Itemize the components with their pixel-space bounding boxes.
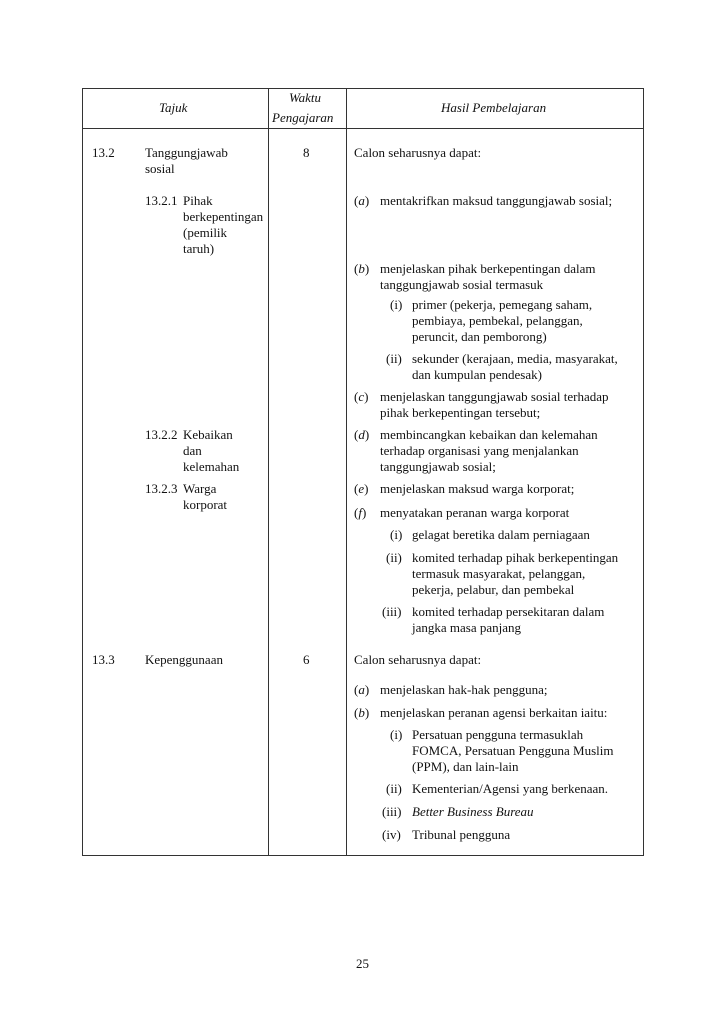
- sub-item-label: (i): [390, 297, 403, 312]
- sub-item-text: komited terhadap persekitaran dalam: [412, 604, 605, 619]
- outcome-label: (b): [354, 705, 370, 720]
- sub-item-text: pekerja, pelabur, dan pembekal: [412, 582, 575, 597]
- outcome-text: menjelaskan peranan agensi berkaitan iaitu:: [380, 705, 608, 720]
- header-waktu: Waktu: [289, 90, 322, 105]
- column-divider-1: [268, 88, 269, 856]
- subsection-title: (pemilik: [183, 225, 228, 240]
- sub-item-text: primer (pekerja, pemegang saham,: [412, 297, 593, 312]
- outcome-intro: Calon seharusnya dapat:: [354, 652, 482, 667]
- table-top-border: [82, 88, 644, 89]
- subsection-title: Pihak: [183, 193, 213, 208]
- outcome-text: menjelaskan pihak berkepentingan dalam: [380, 261, 596, 276]
- outcome-label: (a): [354, 682, 370, 697]
- sub-item-text: termasuk masyarakat, pelanggan,: [412, 566, 586, 581]
- subsection-title: taruh): [183, 241, 215, 256]
- subsection-number: 13.2.3: [145, 481, 178, 496]
- section-number: 13.2: [92, 145, 115, 160]
- outcome-text: menjelaskan hak-hak pengguna;: [380, 682, 548, 697]
- table-bottom-border: [82, 855, 644, 856]
- sub-item-label: (iii): [382, 604, 402, 619]
- subsection-number: 13.2.1: [145, 193, 178, 208]
- header-bottom-border: [82, 128, 644, 129]
- page-number: 25: [356, 956, 369, 971]
- subsection-title: korporat: [183, 497, 228, 512]
- section-title: Kepenggunaan: [145, 652, 223, 667]
- table-right-border: [643, 88, 644, 856]
- outcome-label: (c): [354, 389, 369, 404]
- header-pengajaran: Pengajaran: [272, 110, 334, 125]
- teaching-hours: 8: [303, 145, 310, 160]
- outcome-text: membincangkan kebaikan dan kelemahan: [380, 427, 598, 442]
- sub-item-text: Persatuan pengguna termasuklah: [412, 727, 584, 742]
- table-left-border: [82, 88, 83, 856]
- teaching-hours: 6: [303, 652, 310, 667]
- outcome-label: (d): [354, 427, 370, 442]
- subsection-number: 13.2.2: [145, 427, 178, 442]
- outcome-text: tanggungjawab sosial termasuk: [380, 277, 544, 292]
- sub-item-label: (i): [390, 527, 403, 542]
- sub-item-text: Better Business Bureau: [412, 804, 534, 819]
- outcome-label: (a): [354, 193, 370, 208]
- sub-item-label: (iv): [382, 827, 401, 842]
- outcome-text: menjelaskan maksud warga korporat;: [380, 481, 575, 496]
- sub-item-label: (ii): [386, 781, 402, 796]
- outcome-text: menyatakan peranan warga korporat: [380, 505, 570, 520]
- outcome-text: pihak berkepentingan tersebut;: [380, 405, 541, 420]
- sub-item-text: peruncit, dan pemborong): [412, 329, 547, 344]
- outcome-intro: Calon seharusnya dapat:: [354, 145, 482, 160]
- outcome-label: (f): [354, 505, 367, 520]
- subsection-title: kelemahan: [183, 459, 240, 474]
- sub-item-label: (i): [390, 727, 403, 742]
- sub-item-text: Tribunal pengguna: [412, 827, 511, 842]
- sub-item-label: (iii): [382, 804, 402, 819]
- subsection-title: dan: [183, 443, 202, 458]
- sub-item-text: FOMCA, Persatuan Pengguna Muslim: [412, 743, 614, 758]
- sub-item-text: komited terhadap pihak berkepentingan: [412, 550, 619, 565]
- outcome-label: (e): [354, 481, 369, 496]
- sub-item-text: jangka masa panjang: [412, 620, 522, 635]
- header-tajuk: Tajuk: [159, 100, 188, 115]
- sub-item-text: pembiaya, pembekal, pelanggan,: [412, 313, 583, 328]
- sub-item-text: Kementerian/Agensi yang berkenaan.: [412, 781, 609, 796]
- outcome-label: (b): [354, 261, 370, 276]
- outcome-text: mentakrifkan maksud tanggungjawab sosial;: [380, 193, 613, 208]
- sub-item-text: dan kumpulan pendesak): [412, 367, 542, 382]
- section-title: sosial: [145, 161, 175, 176]
- outcome-text: terhadap organisasi yang menjalankan: [380, 443, 579, 458]
- outcome-text: menjelaskan tanggungjawab sosial terhadap: [380, 389, 609, 404]
- sub-item-text: sekunder (kerajaan, media, masyarakat,: [412, 351, 618, 366]
- subsection-title: berkepentingan: [183, 209, 264, 224]
- subsection-title: Kebaikan: [183, 427, 233, 442]
- section-number: 13.3: [92, 652, 115, 667]
- section-title: Tanggungjawab: [145, 145, 228, 160]
- sub-item-text: (PPM), dan lain-lain: [412, 759, 519, 774]
- column-divider-2: [346, 88, 347, 856]
- header-hasil-pembelajaran: Hasil Pembelajaran: [441, 100, 547, 115]
- subsection-title: Warga: [183, 481, 217, 496]
- sub-item-label: (ii): [386, 550, 402, 565]
- sub-item-text: gelagat beretika dalam perniagaan: [412, 527, 590, 542]
- sub-item-label: (ii): [386, 351, 402, 366]
- outcome-text: tanggungjawab sosial;: [380, 459, 496, 474]
